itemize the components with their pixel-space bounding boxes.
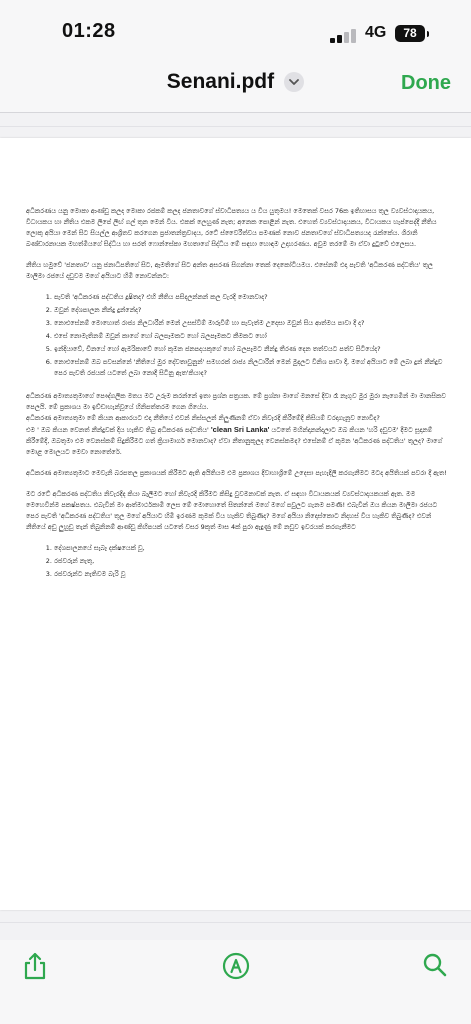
paragraph-4: අධිකරණ අමාත්‍යතුමාට මෙවැනි බරපතල ප්‍රකාශයක් කිරීමට ඇති අයිතියම එම ප්‍රකාශය දිවාහාශ්‍රිමේ උදෙසා පැහැදිලි කරගැනීමට මටද අයිතියක් පවරා දී ඇත! bbox=[26, 469, 447, 477]
list-item: 5. ඉන්දියාවේ, චීනයේ හෝ ඇමරිකාවේ හෝ කුමන ජනපදයකුගේ හෝ බලපෑමට නීන්දු තීරණ දෙන තත්වයට පත්ව සිටියේද? bbox=[54, 344, 450, 355]
document-title[interactable]: Senani.pdf bbox=[166, 70, 275, 93]
status-bar bbox=[0, 0, 471, 62]
list-item: 2. ඔවුන් දේශපාලන නීන්දු දුන්නේද? bbox=[54, 305, 450, 316]
pdf-page[interactable] bbox=[0, 138, 471, 910]
markup-pen-icon bbox=[222, 952, 250, 980]
battery-level: 78 bbox=[403, 26, 417, 40]
network-type: 4G bbox=[365, 24, 387, 41]
list-item: 1. දේශපාලනයේ සැබෑ දක්ෂයෙක් වූ, bbox=[54, 543, 450, 554]
markup-button[interactable] bbox=[222, 952, 248, 978]
list-item: 1. පැවති 'අධිකරණ පද්ධතිය දූෂිතද? එහි නීතිය පසිදලන්නන් කල වැරදි මොනවාද? bbox=[54, 292, 450, 303]
list-item: 2. රජවරුන් නැතු, bbox=[54, 556, 450, 567]
battery-icon bbox=[395, 25, 425, 42]
paragraph-3 bbox=[26, 391, 450, 458]
nav-divider bbox=[0, 112, 471, 113]
paragraph-2: නීතිය හමුවේ 'ජනතාව' යනු ජනාධිපතිගේ සිට, ඇමතිගේ සිට අන්ත අසරණ සිගන්නා තෙක් දෙකෝටියමය. එසේනම් එදා පැවති 'අධිකරණ පද්ධතිය' තුල මාලිමා රජයේ දඩුවම මගේ අයියාට හිමි නොවන්නට: bbox=[26, 261, 433, 280]
share-button[interactable] bbox=[22, 952, 48, 978]
bottom-toolbar bbox=[0, 940, 471, 1024]
chevron-down-icon bbox=[289, 79, 299, 86]
title-menu-button[interactable] bbox=[284, 72, 304, 92]
status-time: 01:28 bbox=[62, 20, 116, 42]
paragraph-3c-post: යටතේ මහින්දානන්දලාට ඔබ කියන 'හරි දඩුවම' දීමට සූදානම් කිරීමේදී, ඔබතුමා එම වෙනස්කම් සිදුකිරීමට ගත් ක්‍රියාමාර්ග මොනවාද? ඒවා නීතානුකූලද වෙනස්කමද? එසේනම් ඒ කුමන 'අධිකරණ පද්ධතිය' තුලද? මාගේ මොළ මොලයට මෙවා නොතේරේ. bbox=[26, 426, 443, 456]
share-icon bbox=[22, 952, 48, 980]
search-icon bbox=[422, 952, 448, 978]
paragraph-1: අධිකරණය යනු මොකා ආණ්ඩු කලද මොකා රජකම් කලද ජනතාවගේ ස්වාධීපත්‍යය ය විය යුතුමය! මෙතෙක් වසර 76ක ඉතිහාසය තුල ව්‍යවස්ථාදායකය, විධායකය හා නීතිය එකම ලිපේ ලිඟ් ගල් තුන මෙන් විය. එකක් ලෙහුණ් නැත; අනෙක පොළීන් නැත. එහෙත් ව්‍යවස්ථාදායකය, විධායකය හැප්පෙද්දී නීතිය ලොකු අයියා මෙන් සිට සියල්ල ආශ්‍රිතව කරගෙන ප්‍රජාතන්ත්‍රවාදය, රටේ ස්වෛරීත්වය පමණක් නොව ජනතාවගේ ස්වාධීපත්‍යයද රැක්කේය. ශිරානි බණ්ඩාරනායක මහත්මියගේ සිද්ධිය හා සරත් ෆොන්සේකා මහතාගේ සිද්ධිය මේ සඳහා හොඳම උදාහරණය. අවුම තරමේ මා ඒවා දුටුවේ එලෙසය. bbox=[26, 207, 437, 248]
cellular-signal-icon bbox=[330, 27, 358, 43]
list-item: 4. එසේ නොමැතිනම් ඔවුන් කාගේ හෝ බලපෑමකට හෝ බලපෑමකට කීමකට හෝ bbox=[54, 331, 450, 342]
list-item: 6. නොඑසේනම් ඔබ පවසන්නේ 'නීතියේ මුර දේවතාවුනුන්' සමහරක් රාජ්‍ය නිලධාරීන් මෙන් මුදලට විනිශ පාවා දී, මගේ අයියාට මේ ලබා දුන් නීන්දුව පෙර පැවති රජයක් යටතේ ලබා නොදී සිටිනු ඇත'කියාද? bbox=[54, 357, 450, 379]
page-gap-line bbox=[0, 126, 471, 127]
nav-bar bbox=[0, 62, 471, 112]
done-button[interactable]: Done bbox=[401, 72, 451, 94]
paragraph-3a: අධිකරණ අමාත්‍යතුමාගේ පෞද්ගලික මතය මට උරුම කරන්නේ ඉතා ප්‍රශ්න පත්‍රයක. මේ ප්‍රශ්නා මාගේ මනසේ දිවා රෑ නැගුව මුර මුරා නැගෙමින් මා මානසිකව පෙලයි. මේ ප්‍රකාශය මා ඉව්ඩාහැන්වූයේ හිනිපත්තරම ගෙන ගියේය. bbox=[26, 392, 446, 411]
clean-sri-lanka-quote: 'clean Sri Lanka' bbox=[210, 425, 270, 434]
question-list bbox=[26, 292, 450, 379]
page-content bbox=[26, 206, 450, 592]
search-button[interactable] bbox=[422, 952, 448, 978]
list-item: 3. රජවරුන්ට නැතිවම බැරි වූ bbox=[54, 569, 450, 580]
paragraph-5: මට රටේ අධිකරණ පද්ධතිය නිවැරදිද කියා බැලීමට හෝ නිවැරදි කිරීමට කිසිදු වුවමනාවක් නැත. ඒ සඳහා විධායකයක් ව්‍යවස්ථාදායකයක් ඇත. මම මෙහෙවින්ම පකෂ්පතය. එබැවින් මා ආත්මාර්ථකාමී ලෙස මේ මොහොතේ සිතන්නේ මගේ මගේ පවුලට ගැනම පමණි! එබැවින් ඔය කියන මාලිමා රජයට පෙර පැවති 'අධිකරණ පද්ධතිය' තුල මගේ අයියාට හිමි ඉරණම කුමක් විය හැකිව තිබුණිද? මගේ අයියා නිදොස්කොට නිදහස් විය හැකිව තිබුණිද? එවන් නීතියේ අඩු ලුහුඩු තැන් තිබුනිනම් ආණ්ඩු කිහිපයක් යටතේ වසර 9කුත් මාස 4ක් පුරා ඇදුණු මේ නඩුව ඉවරයක් කරගැනීමට bbox=[26, 490, 438, 531]
page-gap-line-bottom bbox=[0, 922, 471, 923]
paragraph-3b: අධිකරණ අමාත්‍යතුමා මේ කියන ආකාරයට එදා නීතියේ එවන් නිස්සලන් නිලුණිනම් ඒවා නිවැරදි කිරීමේදි කිසියම් වරදාගැනූව නොවීද? bbox=[26, 414, 380, 422]
list-item: 3. නොඑසේනම් මොහොත් රාජ්‍ය නිලධාරීන් මෙන් උසස්වීම් මාරුවීම් හා පැවැත්ම උදෙසා ඔවුන් සිය ආත්මය පාවා දී ද? bbox=[54, 318, 450, 329]
closing-list bbox=[26, 543, 450, 580]
battery-tip bbox=[427, 31, 429, 37]
paragraph-3c-pre: එම ' ඔබ කියන වෙනත් නීන්දුවක් දිය හැකිව තිබු අධිකරණ පද්ධතිය' bbox=[26, 426, 209, 434]
